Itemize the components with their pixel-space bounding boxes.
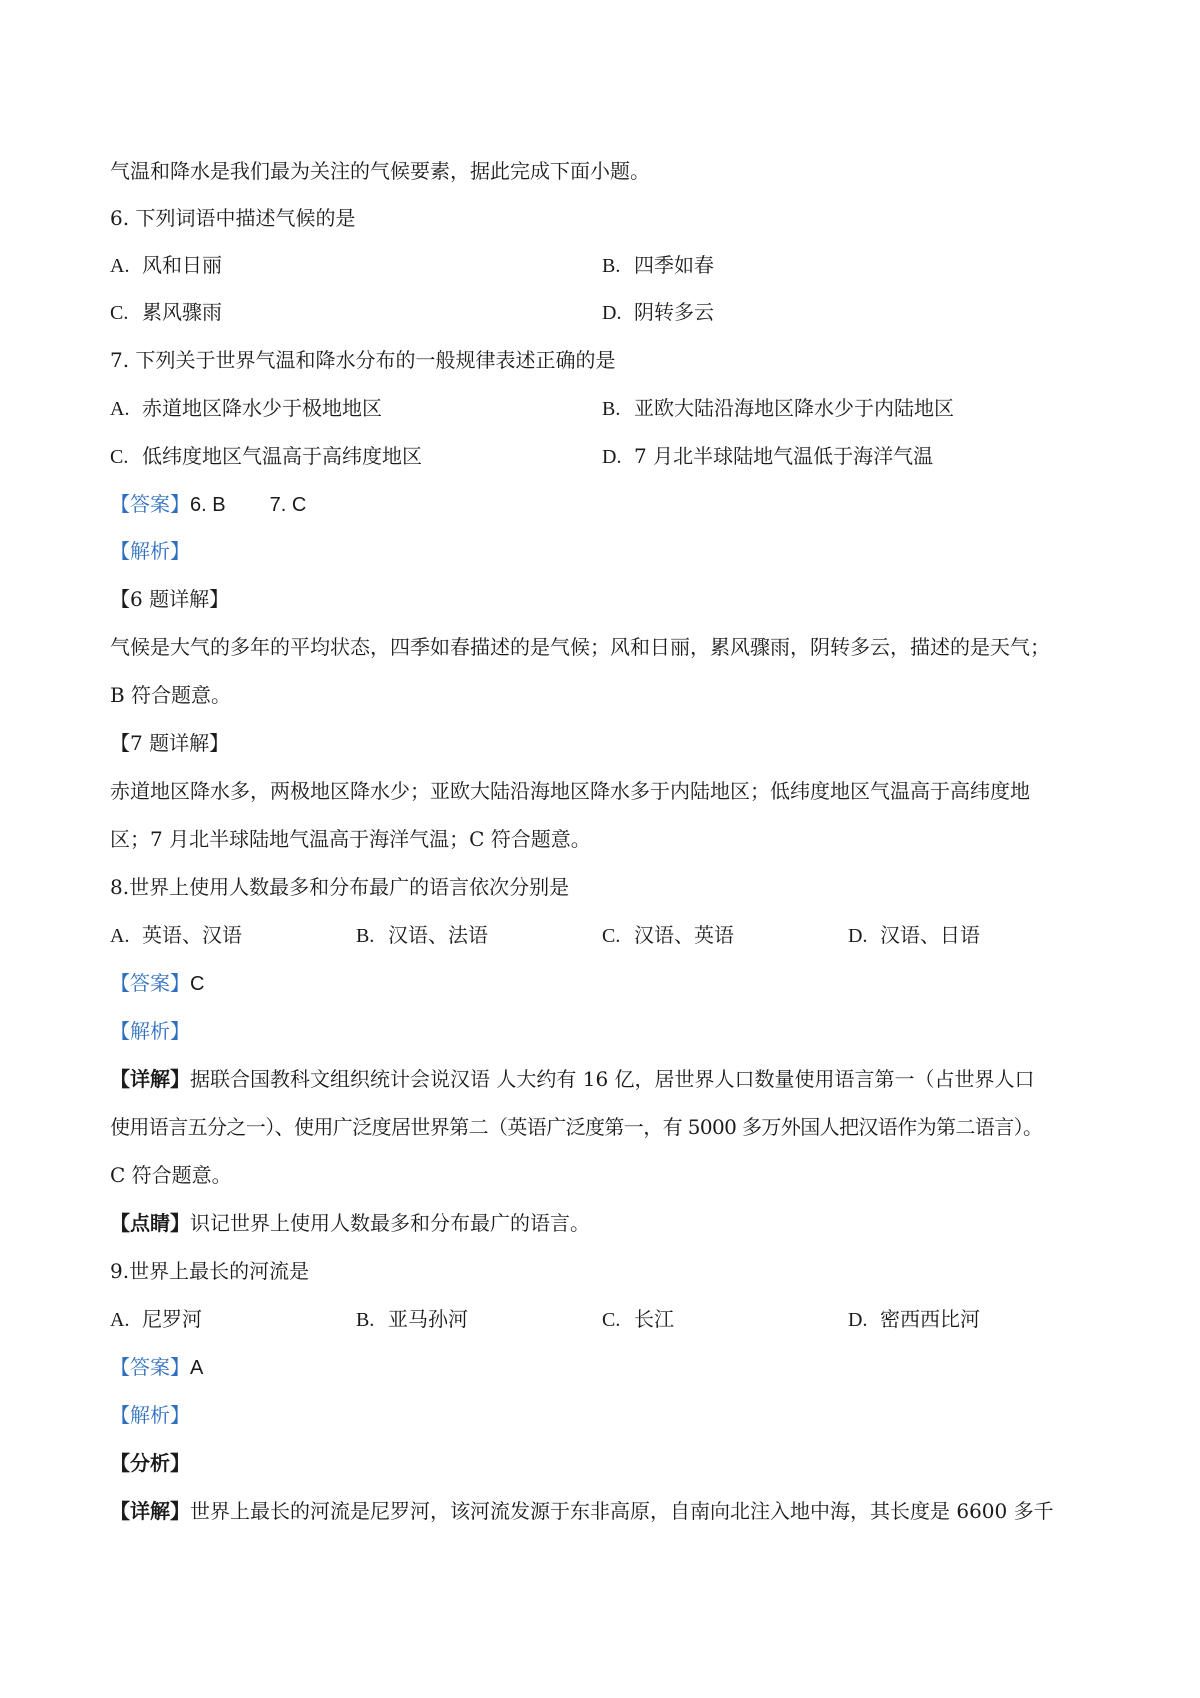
- option-text: 7 月北半球陆地气温低于海洋气温: [634, 444, 934, 468]
- q8-option-a: [110, 921, 242, 950]
- q7-option-a: [110, 394, 382, 423]
- q8-stem: 8.世界上使用人数最多和分布最广的语言依次分别是: [110, 875, 570, 899]
- q6-option-b: [602, 251, 714, 280]
- jiexi-tag: 【解析】: [110, 539, 190, 563]
- option-letter: C.: [110, 302, 129, 324]
- q7-option-d: [602, 442, 933, 471]
- option-letter: D.: [602, 302, 622, 324]
- q9-answer-line: [110, 1353, 1112, 1382]
- q9-detail-line-1: [110, 1497, 1112, 1525]
- option-letter: D.: [848, 1309, 868, 1331]
- q9-option-a: [110, 1305, 202, 1334]
- intro-text: 气温和降水是我们最为关注的气候要素，据此完成下面小题。: [110, 159, 650, 183]
- q8-detail-line-1: [110, 1065, 1112, 1093]
- detail-tag: 【详解】: [110, 1067, 190, 1091]
- q8-jiexi-tag: 【解析】: [110, 1019, 190, 1043]
- q6-option-c: [110, 298, 222, 327]
- option-letter: A.: [110, 1309, 130, 1331]
- q6-stem: 6. 下列词语中描述气候的是: [110, 206, 356, 230]
- detail-tag: 【详解】: [110, 1499, 190, 1523]
- option-text: 低纬度地区气温高于高纬度地区: [142, 444, 422, 468]
- option-text: 累风骤雨: [142, 300, 222, 324]
- option-text: 英语、汉语: [142, 923, 242, 947]
- detail-6-line-1: 气候是大气的多年的平均状态，四季如春描述的是气候；风和日丽，累风骤雨，阴转多云，描述的是天气；: [110, 635, 1050, 659]
- answer-tag: 【答案】: [110, 971, 190, 995]
- q9-jiexi-tag: 【解析】: [110, 1403, 190, 1427]
- q7-option-c: [110, 442, 422, 471]
- option-text: 风和日丽: [142, 253, 222, 277]
- detail-text: 世界上最长的河流是尼罗河，该河流发源于东非高原，自南向北注入地中海，其长度是 6600 多千: [190, 1499, 1054, 1523]
- option-letter: C.: [602, 925, 621, 947]
- q9-fenxi-tag: 【分析】: [110, 1451, 190, 1475]
- option-text: 汉语、法语: [388, 923, 488, 947]
- q8-detail-line-3: C 符合题意。: [110, 1163, 232, 1187]
- option-letter: D.: [602, 446, 622, 468]
- option-letter: C.: [602, 1309, 621, 1331]
- q8-dianjing-line: [110, 1209, 1112, 1237]
- q7-option-b: [602, 394, 954, 423]
- q8-answer: C: [190, 973, 205, 995]
- option-text: 阴转多云: [634, 300, 714, 324]
- detail-7-line-1: 赤道地区降水多，两极地区降水少；亚欧大陆沿海地区降水多于内陆地区；低纬度地区气温高于高纬度地: [110, 779, 1030, 803]
- option-text: 亚马孙河: [388, 1307, 468, 1331]
- answer-tag: 【答案】: [110, 1355, 190, 1379]
- q8-option-d: [848, 921, 980, 950]
- option-letter: A.: [110, 398, 130, 420]
- option-text: 四季如春: [634, 253, 714, 277]
- option-letter: D.: [848, 925, 868, 947]
- q7-stem: 7. 下列关于世界气温和降水分布的一般规律表述正确的是: [110, 348, 616, 372]
- q6-option-d: [602, 298, 714, 327]
- option-text: 赤道地区降水少于极地地区: [142, 396, 382, 420]
- dianjing-tag: 【点睛】: [110, 1211, 190, 1235]
- dianjing-text: 识记世界上使用人数最多和分布最广的语言。: [190, 1211, 590, 1235]
- q9-answer: A: [190, 1357, 204, 1379]
- q9-option-b: [356, 1305, 468, 1334]
- option-text: 汉语、日语: [880, 923, 980, 947]
- q9-option-d: [848, 1305, 980, 1334]
- detail-text: 据联合国教科文组织统计会说汉语 人大约有 16 亿，居世界人口数量使用语言第一（占世界人口: [190, 1067, 1035, 1091]
- option-letter: A.: [110, 925, 130, 947]
- option-text: 长江: [634, 1307, 674, 1331]
- option-text: 亚欧大陆沿海地区降水少于内陆地区: [634, 396, 954, 420]
- detail-6-line-2: B 符合题意。: [110, 683, 232, 707]
- q9-stem: 9.世界上最长的河流是: [110, 1259, 310, 1283]
- option-letter: C.: [110, 446, 129, 468]
- q6-option-a: [110, 251, 222, 280]
- q8-option-c: [602, 921, 734, 950]
- detail-7-line-2: 区；7 月北半球陆地气温高于海洋气温；C 符合题意。: [110, 827, 591, 851]
- option-letter: B.: [602, 398, 621, 420]
- q9-option-c: [602, 1305, 674, 1334]
- answer-tag: 【答案】: [110, 492, 190, 516]
- q8-answer-line: [110, 969, 1112, 998]
- option-letter: B.: [356, 925, 375, 947]
- q8-detail-line-2: 使用语言五分之一）、使用广泛度居世界第二（英语广泛度第一，有 5000 多万外国人把汉语作为第二语言）。: [110, 1115, 1043, 1139]
- option-text: 密西西比河: [880, 1307, 980, 1331]
- answer-6: 6. B: [190, 494, 226, 516]
- option-letter: B.: [356, 1309, 375, 1331]
- detail-7-title: 【7 题详解】: [110, 731, 230, 755]
- option-text: 尼罗河: [142, 1307, 202, 1331]
- answer-line-6-7: [110, 490, 1112, 519]
- q8-option-b: [356, 921, 488, 950]
- answer-7: 7. C: [269, 494, 307, 516]
- detail-6-title: 【6 题详解】: [110, 587, 230, 611]
- option-letter: A.: [110, 255, 130, 277]
- option-text: 汉语、英语: [634, 923, 734, 947]
- option-letter: B.: [602, 255, 621, 277]
